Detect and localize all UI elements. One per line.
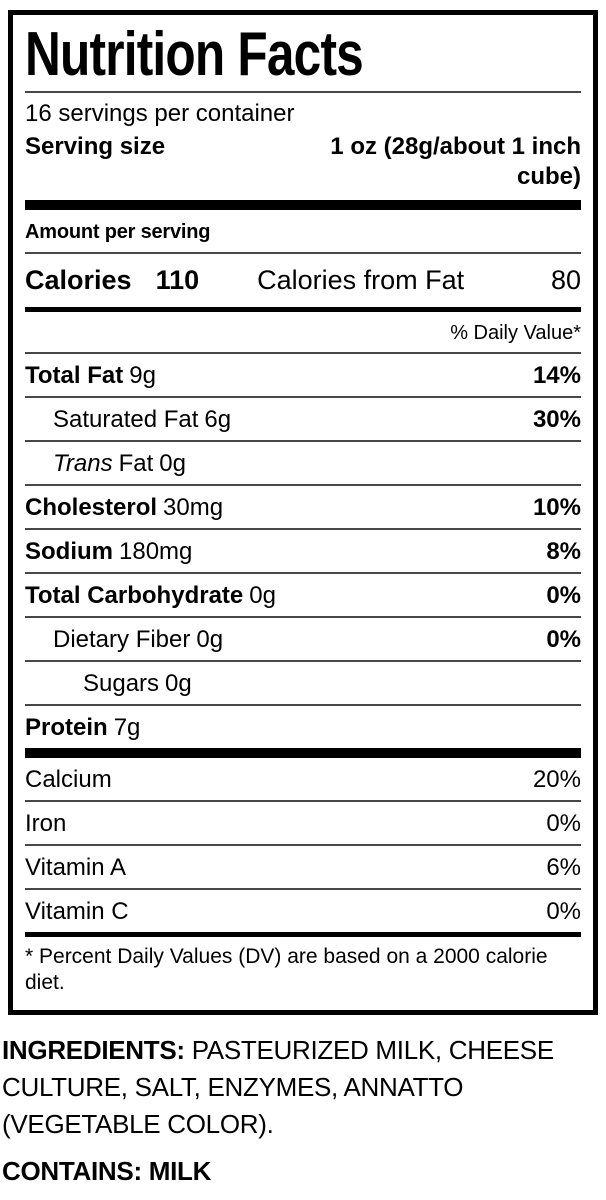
nutrient-amount: 7g	[113, 714, 141, 741]
nutrient-row-protein	[25, 706, 581, 748]
nutrition-facts-panel	[8, 10, 598, 1015]
vitamin-dv: 0%	[546, 898, 581, 925]
serving-size-row	[25, 130, 581, 200]
nutrient-row-saturated-fat	[25, 398, 581, 440]
ingredients-text: PASTEURIZED MILK, CHEESE CULTURE, SALT, ENZYMES, ANNATTO (VEGETABLE COLOR).	[2, 1035, 554, 1139]
contains-label: CONTAINS:	[2, 1156, 142, 1186]
nutrient-amount: 0g	[165, 670, 192, 697]
calories-from-fat-value: 80	[550, 265, 581, 295]
nutrient-name: Saturated Fat	[53, 406, 199, 433]
nutrient-row-sodium	[25, 530, 581, 572]
nutrient-dv: 8%	[546, 538, 581, 565]
nutrient-amount: 6g	[204, 406, 232, 433]
nutrient-name: Total Carbohydrate	[25, 582, 244, 609]
nutrient-dv: 0%	[546, 626, 581, 653]
contains-text: MILK	[148, 1156, 212, 1186]
nutrient-amount: 0g	[249, 582, 276, 609]
nutrient-name: Dietary Fiber	[53, 626, 191, 653]
calories-row	[25, 254, 581, 307]
nutrient-row-total-carbohydrate	[25, 574, 581, 616]
nutrient-dv: 30%	[532, 406, 581, 433]
nutrient-amount: 0g	[159, 450, 186, 477]
nutrient-name: Fat	[118, 450, 154, 477]
ingredients-label: INGREDIENTS:	[2, 1035, 185, 1065]
serving-size-value: 1 oz (28g/about 1 inch cube)	[330, 133, 581, 190]
nutrient-row-cholesterol	[25, 486, 581, 528]
nutrient-amount: 9g	[129, 362, 156, 389]
vitamin-dv: 6%	[546, 854, 581, 881]
nutrient-name: Total Fat	[25, 362, 124, 389]
nutrient-row-sugars	[25, 662, 581, 704]
calories-label: Calories	[25, 265, 132, 295]
serving-size-label: Serving size	[25, 133, 166, 160]
vitamin-dv: 20%	[532, 766, 581, 793]
daily-value-footnote: * Percent Daily Values (DV) are based on a 2000 calorie diet.	[25, 945, 548, 994]
vitamin-name: Iron	[25, 810, 67, 837]
nutrient-amount: 30mg	[163, 494, 224, 521]
calories-value: 110	[155, 265, 200, 295]
vitamin-row-calcium	[25, 758, 581, 800]
nutrient-dv: 10%	[532, 494, 581, 521]
nutrient-name: Protein	[25, 714, 108, 741]
nutrient-name: Sodium	[25, 538, 113, 565]
vitamin-row-vitamin-c	[25, 890, 581, 932]
daily-value-header: % Daily Value*	[450, 322, 581, 344]
thick-divider-top	[25, 200, 581, 210]
nutrient-dv: 0%	[546, 582, 581, 609]
vitamin-row-iron	[25, 802, 581, 844]
calories-from-fat	[257, 264, 581, 296]
nutrient-row-dietary-fiber	[25, 618, 581, 660]
panel-title: Nutrition Facts	[25, 20, 363, 89]
vitamin-dv: 0%	[546, 810, 581, 837]
nutrient-dv: 14%	[532, 362, 581, 389]
thick-divider-bottom	[25, 748, 581, 758]
calories-from-fat-label: Calories from Fat	[257, 265, 465, 295]
vitamin-row-vitamin-a	[25, 846, 581, 888]
nutrient-amount: 0g	[196, 626, 224, 653]
ingredients-statement	[2, 1032, 604, 1143]
amount-per-serving-label: Amount per serving	[25, 221, 211, 243]
contains-statement	[2, 1154, 604, 1188]
nutrient-row-trans-fat	[25, 442, 581, 484]
servings-per-container: 16 servings per container	[25, 100, 295, 127]
vitamin-name: Vitamin A	[25, 854, 126, 881]
nutrient-name: Cholesterol	[25, 494, 158, 521]
nutrient-name: Sugars	[83, 670, 160, 697]
vitamin-name: Vitamin C	[25, 898, 129, 925]
nutrient-row-total-fat	[25, 354, 581, 396]
nutrient-name-italic: Trans	[53, 450, 113, 477]
nutrient-amount: 180mg	[119, 538, 193, 565]
vitamin-name: Calcium	[25, 766, 112, 793]
